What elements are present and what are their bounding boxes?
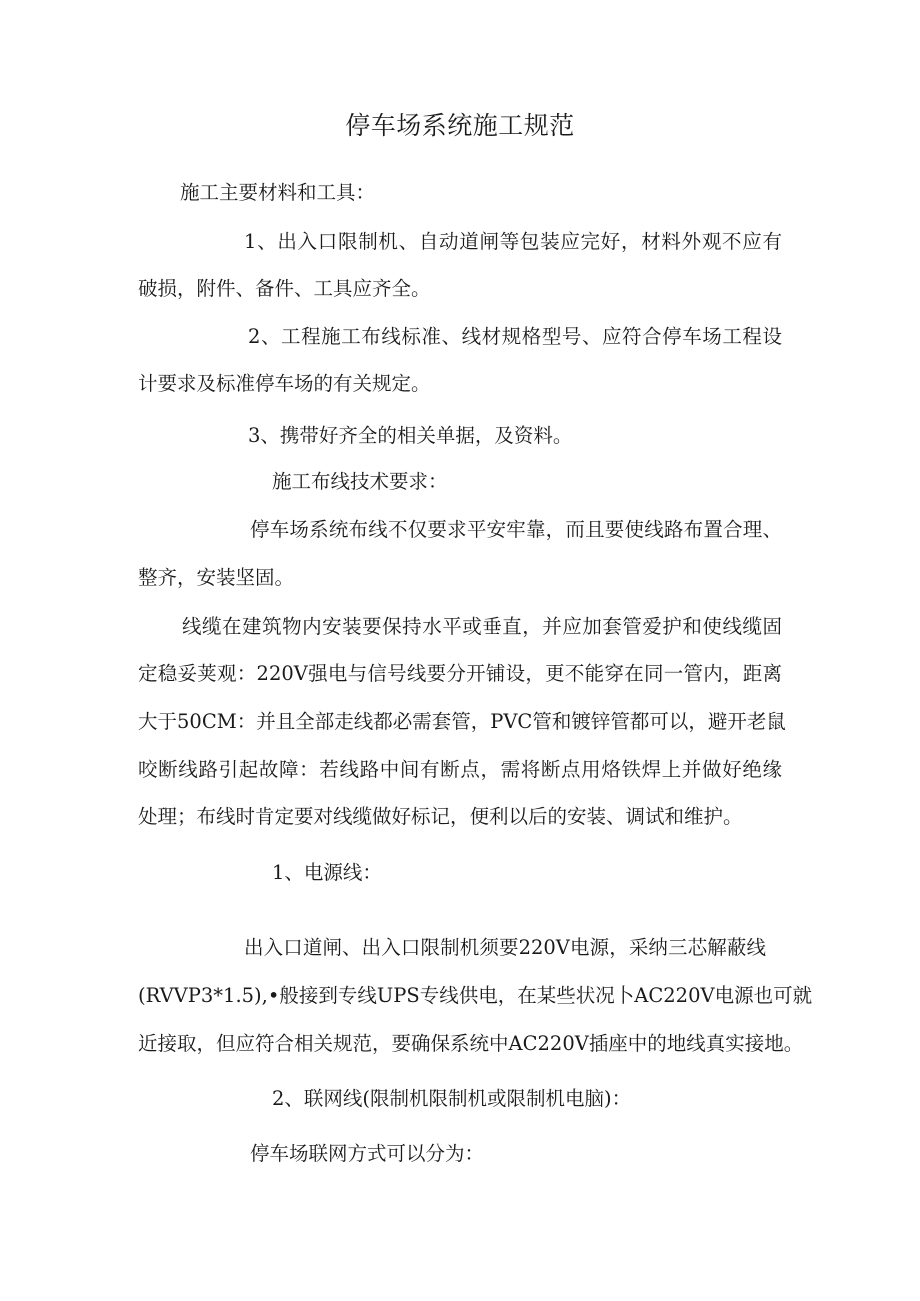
section-heading-network: 2、联网线(限制机限制机或限制机电脑)： xyxy=(272,1087,632,1110)
paragraph-line: 线缆在建筑物内安装要保持水平或垂直，并应加套管爱护和使线缆固 xyxy=(182,615,782,638)
paragraph-line: 1、出入口限制机、自动道闸等包装应完好，材料外观不应有 xyxy=(244,230,782,253)
paragraph-line: 近接取，但应符合相关规范，要确保系统中AC220V插座中的地线真实接地。 xyxy=(138,1032,804,1055)
paragraph-line: 整齐，安装坚固。 xyxy=(138,566,295,589)
section-heading-materials: 施工主要材料和工具： xyxy=(180,181,376,204)
paragraph-line: 破损，附件、备件、工具应齐全。 xyxy=(138,277,431,300)
section-heading-power: 1、电源线： xyxy=(272,861,382,884)
paragraph-line: 停车场系统布线不仅要求平安牢靠，而且要使线路布置合理、 xyxy=(250,518,782,541)
section-heading-wiring: 施工布线技术要求： xyxy=(272,470,448,493)
paragraph-line: 2、工程施工布线标准、线材规格型号、应符合停车场工程设 xyxy=(248,325,782,348)
page-title: 停车场系统施工规范 xyxy=(345,111,575,140)
paragraph-line: 处理；布线时肯定要对线缆做好标记，便利以后的安装、调试和维护。 xyxy=(138,805,743,828)
paragraph-line: 停车场联网方式可以分为： xyxy=(250,1142,485,1165)
paragraph-line: 3、携带好齐全的相关单据，及资料。 xyxy=(248,424,573,447)
paragraph-line: 出入口道闸、出入口限制机须要220V电源，采纳三芯解蔽线 xyxy=(244,936,766,959)
paragraph-line: 定稳妥荚观：220V强电与信号线要分开铺设，更不能穿在同一管内，距离 xyxy=(138,662,782,685)
paragraph-line: 大于50CM：并且全部走线都必需套管，PVC管和镀锌管都可以，避开老鼠 xyxy=(138,710,786,733)
paragraph-line: 计要求及标准停车场的有关规定。 xyxy=(138,372,431,395)
paragraph-line: 咬断线路引起故障：若线路中间有断点，需将断点用烙铁焊上并做好绝缘 xyxy=(138,758,782,781)
paragraph-line: (RVVP3*1.5),•般接到专线UPS专线供电，在某些状况卜AC220V电源也可就 xyxy=(138,984,813,1007)
